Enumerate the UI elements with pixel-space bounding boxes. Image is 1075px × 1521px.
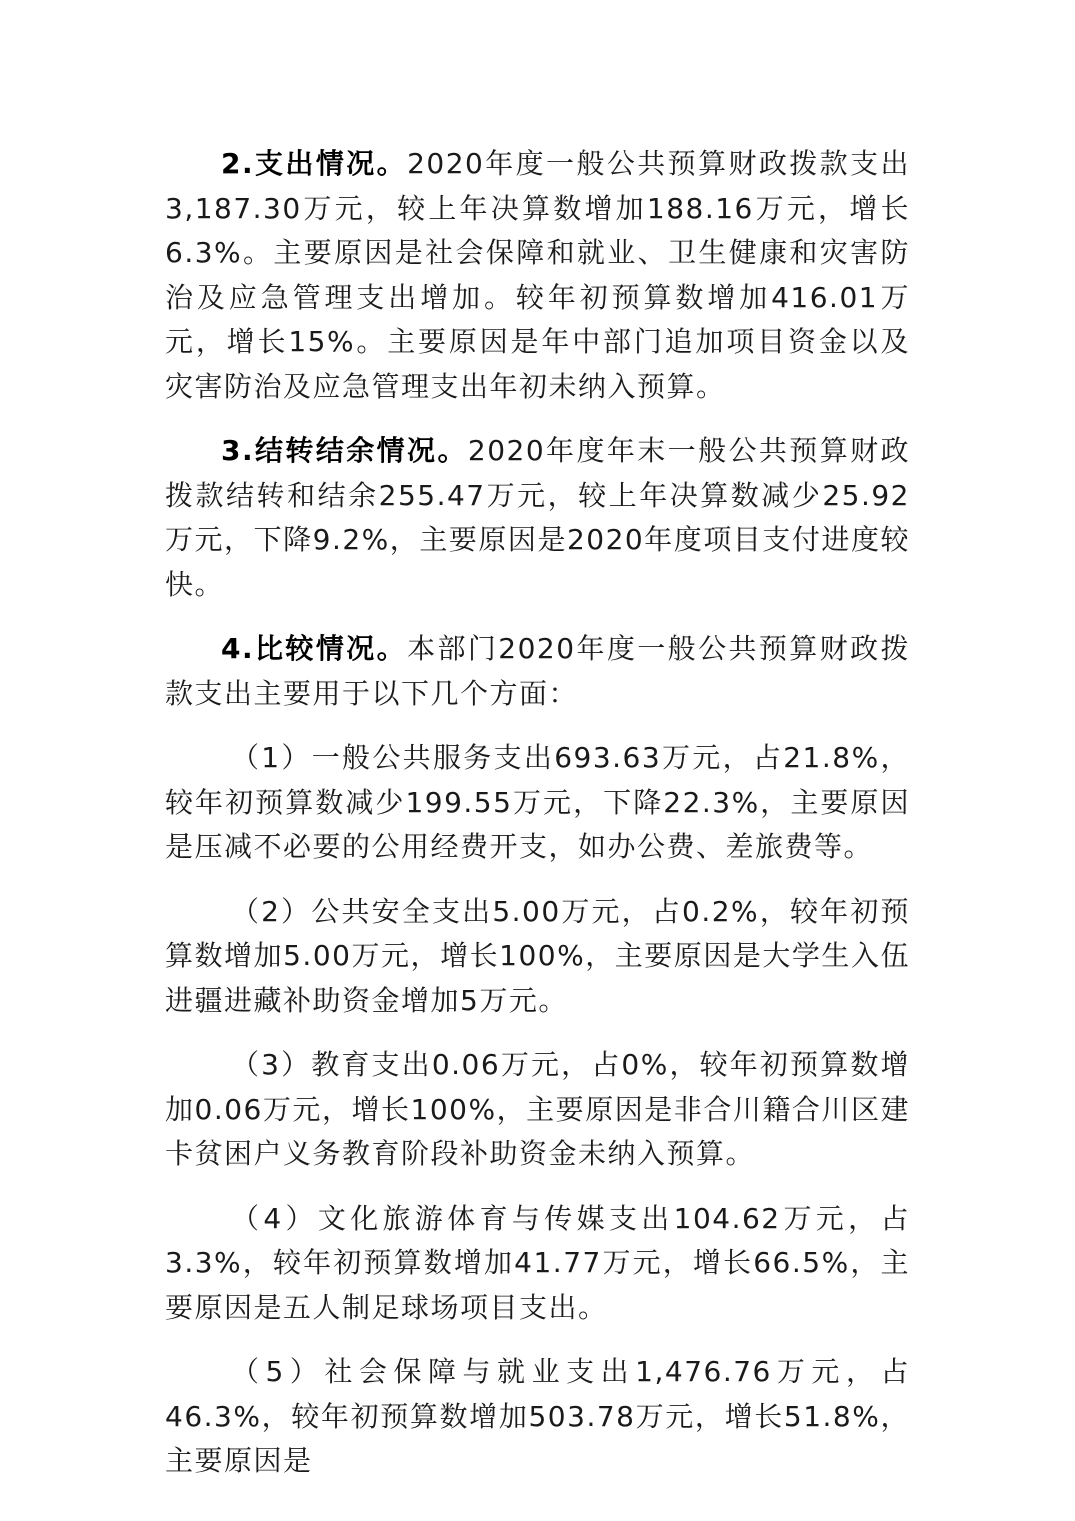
- list-item-culture-tourism: [165, 1197, 910, 1331]
- paragraph-text: （4）文化旅游体育与传媒支出104.62万元，占3.3%，较年初预算数增加41.77万元，增长66.5%，主要原因是五人制足球场项目支出。: [165, 1201, 910, 1324]
- paragraph-carryover: [165, 429, 910, 607]
- list-item-education: [165, 1043, 910, 1177]
- paragraph-text: （1）一般公共服务支出693.63万元，占21.8%，较年初预算数减少199.55万元，下降22.3%，主要原因是压减不必要的公用经费开支，如办公费、差旅费等。: [165, 741, 910, 863]
- document-page: [165, 142, 910, 1504]
- list-item-public-safety: [165, 890, 910, 1024]
- paragraph-text: （3）教育支出0.06万元，占0%，较年初预算数增加0.06万元，增长100%，主要原因是非合川籍合川区建卡贫困户义务教育阶段补助资金未纳入预算。: [165, 1048, 910, 1170]
- paragraph-text: （5）社会保障与就业支出1,476.76万元，占46.3%，较年初预算数增加503.78万元，增长51.8%，主要原因是: [165, 1355, 910, 1477]
- paragraph-expenditure: [165, 142, 910, 409]
- heading-expenditure: 2.支出情况。: [221, 147, 408, 180]
- heading-carryover: 3.结转结余情况。: [221, 434, 468, 467]
- paragraph-text: （2）公共安全支出5.00万元，占0.2%，较年初预算数增加5.00万元，增长100%，主要原因是大学生入伍进疆进藏补助资金增加5万元。: [165, 894, 910, 1017]
- paragraph-text: 2020年度一般公共预算财政拨款支出3,187.30万元，较上年决算数增加188.16万元，增长6.3%。主要原因是社会保障和就业、卫生健康和灾害防治及应急管理支出增加。较年初预算数增加416.01万元，增长15%。主要原因是年中部门追加项目资金以及灾害防治及应急管理支出年初未纳入预算。: [165, 147, 910, 403]
- paragraph-text: 2020年度年末一般公共预算财政拨款结转和结余255.47万元，较上年决算数减少25.92万元，下降9.2%，主要原因是2020年度项目支付进度较快。: [165, 434, 910, 601]
- heading-comparison: 4.比较情况。: [221, 632, 408, 665]
- list-item-general-services: [165, 736, 910, 870]
- list-item-social-security: [165, 1350, 910, 1484]
- paragraph-comparison: [165, 627, 910, 716]
- paragraph-text: 本部门2020年度一般公共预算财政拨款支出主要用于以下几个方面：: [165, 632, 910, 710]
